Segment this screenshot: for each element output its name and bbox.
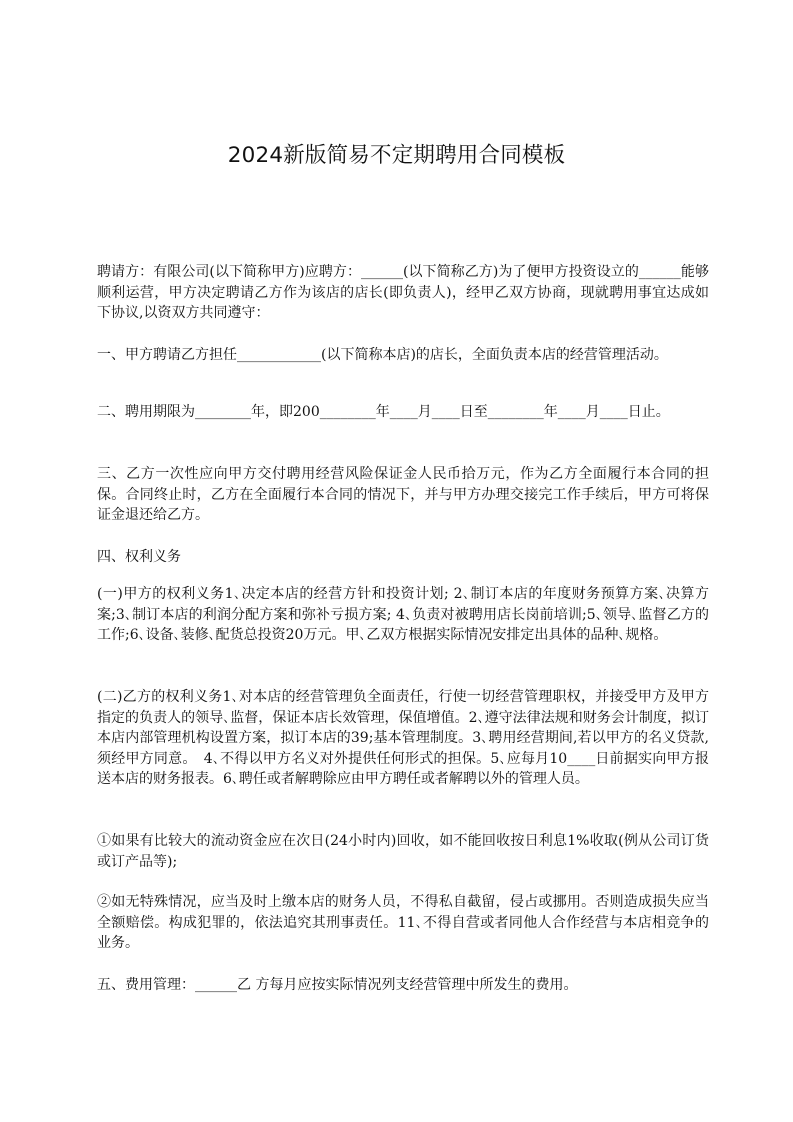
preamble-paragraph: 聘请方：有限公司(以下简称甲方)应聘方：______(以下简称乙方)为了便甲方投资设立的______能够顺利运营，甲方决定聘请乙方作为该店的店长(即负责人)，经甲乙双方协商，现就聘用事宜达成如下协议,以资双方共同遵守： <box>97 264 709 321</box>
document-title: 2024新版简易不定期聘用合同模板 <box>227 143 566 168</box>
clause-1-paragraph: 一、甲方聘请乙方担任____________(以下简称本店)的店长，全面负责本店的经营管理活动。 <box>97 347 668 363</box>
party-b-rights-paragraph: (二)乙方的权利义务1､对本店的经营管理负全面责任，行使一切经营管理职权，并接受甲方及甲方指定的负责人的领导､监督，保证本店长效管理，保值增值。2､遵守法律法规和财务会计制度，拟订本店内部管理机构设置方案，拟订本店的39;基本管理制度。3､聘用经营期间,若以甲方的名义贷款,须经甲方同意。 4､不得以甲方名义对外提供任何形式的担保。5､应每月10____日前据实向甲方报送本店的财务报表。6､聘任或者解聘除应由甲方聘任或者解聘以外的管理人员。 <box>97 689 709 787</box>
clause-5-paragraph: 五、费用管理：______乙 方每月应按实际情况列支经营管理中所发生的费用。 <box>97 977 578 993</box>
clause-2-paragraph: 二、聘用期限为________年，即200________年____月____日至________年____月____日止。 <box>97 404 670 420</box>
cash-recovery-paragraph: ①如果有比较大的流动资金应在次日(24小时内)回收，如不能回收按日利息1%收取(例从公司订货或订产品等); <box>97 833 709 870</box>
finance-staff-paragraph: ②如无特殊情况，应当及时上缴本店的财务人员，不得私自截留，侵占或挪用。否则造成损失应当全额赔偿。构成犯罪的，依法追究其刑事责任。11､不得自营或者同他人合作经营与本店相竞争的业务。 <box>97 894 709 951</box>
clause-4-heading: 四、权利义务 <box>97 549 181 565</box>
party-a-rights-paragraph: (一)甲方的权利义务1､决定本店的经营方针和投资计划; 2､制订本店的年度财务预算方案､决算方案;3､制订本店的利润分配方案和弥补亏损方案; 4､负责对被聘用店长岗前培训;5､领导､监督乙方的工作;6､设备､装修､配货总投资20万元。甲､乙双方根据实际情况安排定出具体的品种､规格。 <box>97 586 709 643</box>
clause-3-paragraph: 三、乙方一次性应向甲方交付聘用经营风险保证金人民币拾万元，作为乙方全面履行本合同的担保。合同终止时，乙方在全面履行本合同的情况下，并与甲方办理交接完工作手续后，甲方可将保证金退还给乙方。 <box>97 466 709 523</box>
